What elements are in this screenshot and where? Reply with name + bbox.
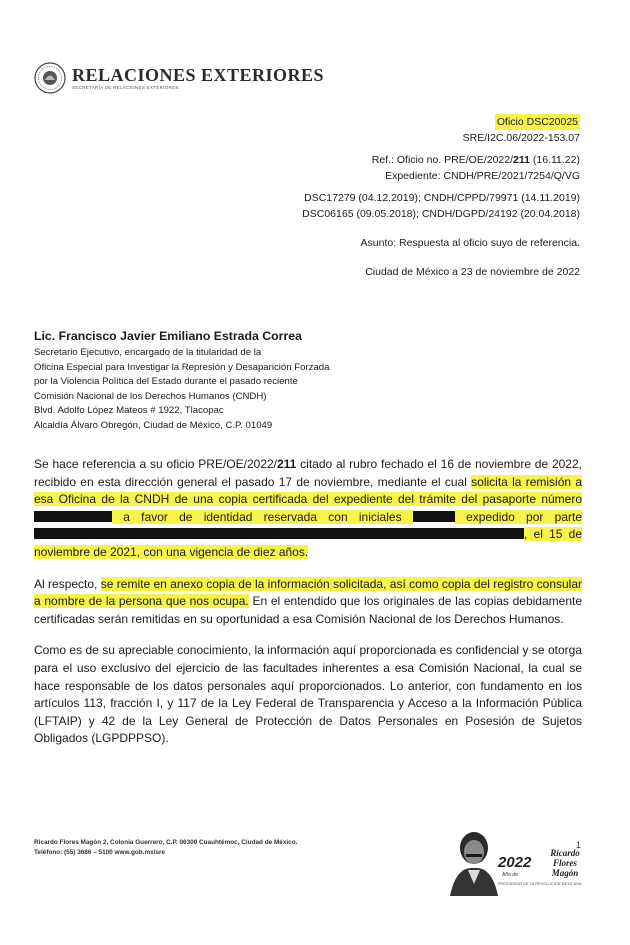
emblem-name: Ricardo Flores Magón [550, 848, 580, 878]
footer-address: Ricardo Flores Magón 2, Colonia Guerrero, C.P. 06300 Cuauhtémoc, Ciudad de México. Teléfono: (55) 3686 – 5100 www.gob.mx/sre [34, 839, 298, 856]
letter-body [34, 456, 582, 762]
ref-dsc-1: DSC17279 (04.12.2019); CNDH/CPPD/79971 (14.11.2019) [304, 192, 580, 204]
addressee-name: Lic. Francisco Javier Emiliano Estrada Correa [34, 329, 302, 343]
paragraph-1: Se hace referencia a su oficio PRE/OE/2022/211 citado al rubro fechado el 16 de noviembre de 2022, recibido en esta dirección general el pasado 17 de noviembre, mediante el cual solicita la remisión a esa Oficina de la CNDH de una copia certificada del expediente del trámite del pasaporte número a favor de identidad reservada con iniciales expedido por parte , el 15 de noviembre de 2021, con una vigencia de diez años. [34, 457, 582, 559]
national-seal-icon [34, 62, 66, 94]
org-subtitle: SECRETARÍA DE RELACIONES EXTERIORES [72, 85, 179, 90]
highlighted-request: solicita la remisión a esa Oficina de la CNDH de una copia certificada del expediente del trámite del pasaporte número [34, 474, 582, 507]
sre-code: SRE/I2C.06/2022-153.07 [462, 132, 580, 144]
addressee-block [34, 328, 329, 434]
reference-block [302, 114, 580, 280]
paragraph-3: Como es de su apreciable conocimiento, la información aquí proporcionada es confidencial y se otorga para el uso exclusivo del ejercicio de las facultades inherentes a esa Comisión Nacional, la cual se hace responsable de los datos personales aquí proporcionados. Lo anterior, con fundamento en los artículos 113, fracción I, y 117 de la Ley Federal de Transparencia y Acceso a la Información Pública (LFTAIP) y 42 de la Ley General de Protección de Datos Personales en Posesión de Sujetos Obligados (LGPDPPSO). [34, 643, 582, 746]
commemorative-emblem [444, 826, 588, 896]
oficio-number: Oficio DSC20025 [496, 116, 578, 128]
expediente: Expediente: CNDH/PRE/2021/7254/Q/VG [385, 170, 580, 182]
redaction-box [34, 511, 112, 522]
org-name: RELACIONES EXTERIORES [72, 65, 325, 85]
letterhead [34, 62, 324, 94]
emblem-anio: Año de [502, 872, 518, 878]
emblem-year: 2022 [498, 854, 532, 871]
redaction-box [34, 528, 524, 539]
addressee-line: Secretario Ejecutivo, encargado de la titularidad de la [34, 347, 262, 358]
addressee-line: por la Violencia Política del Estado durante el pasado reciente [34, 376, 298, 388]
portrait-icon [444, 826, 504, 896]
addressee-line: Comisión Nacional de los Derechos Humanos (CNDH) [34, 390, 267, 402]
ref-oficio: Ref.: Oficio no. PRE/OE/2022/211 (16.11.22) [371, 154, 580, 166]
page-number: 1 [576, 840, 582, 850]
paragraph-2: Al respecto, se remite en anexo copia de la información solicitada, así como copia del registro consular a nombre de la persona que nos ocupa. En el entendido que los originales de las copias debidamente certificadas serán remitidas en su oportunidad a esa Comisión Nacional de los Derechos Humanos. [34, 576, 583, 626]
ref-dsc-2: DSC06165 (09.05.2018); CNDH/DGPD/24192 (20.04.2018) [302, 208, 580, 220]
addressee-line: Oficina Especial para Investigar la Represión y Desaparición Forzada [34, 361, 330, 373]
highlighted-response: se remite en anexo copia de la información solicitada, así como copia del registro consular a nombre de la persona que nos ocupa. [34, 576, 582, 609]
redaction-box [413, 511, 455, 522]
asunto: Asunto: Respuesta al oficio suyo de referencia. [360, 237, 580, 249]
letter-date: Ciudad de México a 23 de noviembre de 2022 [365, 266, 580, 278]
addressee-line: Alcaldía Álvaro Obregón, Ciudad de México, C.P. 01049 [34, 419, 273, 431]
addressee-line: Blvd. Adolfo López Mateos # 1922, Tlacopac [34, 405, 224, 417]
emblem-tagline: PRECURSOR DE LA REVOLUCIÓN MEXICANA [498, 882, 582, 886]
